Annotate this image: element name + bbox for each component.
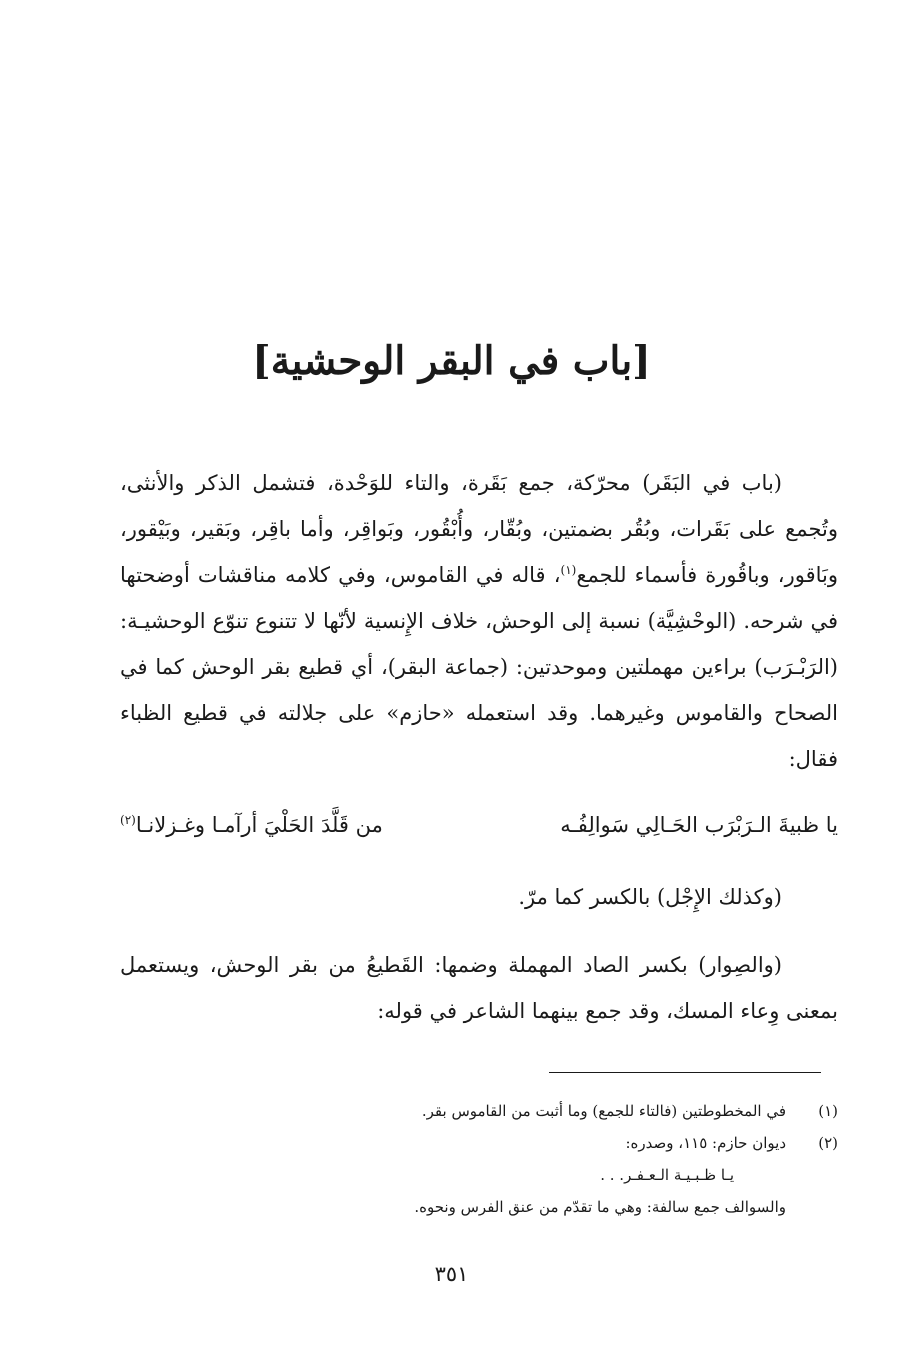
main-paragraph-part2: ، قاله في القاموس، وفي كلامه مناقشات أوضحتها في شرحه. (الوحْشِيَّة) نسبة إلى الوحش، خلاف الإِنسية لأنّها لا تتنوع تنوّع الوحشيـة: (الرَبْـرَب) براءين مهملتين وموحدتين: (جماعة البقر)، أي قطيع بقر الوحش كما في الصحاح والقاموس وغيرهما. وقد استعمله «حازم» على جلالته في قطيع الظباء فقال: [120,563,838,771]
main-paragraph [120,460,838,782]
page-number: ٣٥١ [434,1262,469,1286]
footnote-2-text: ديوان حازم: ١١٥، وصدره: [625,1134,786,1152]
footnote-2-verse: يـا ظـبـيـة الـعـفـر. . . [600,1166,734,1184]
footnote-ref-2[interactable]: (٢) [120,813,136,827]
siwar-paragraph-text: (والصِوار) بكسر الصاد المهملة وضمها: القَطيعُ من بقر الوحش، ويستعمل بمعنى وِعاء المسك، وقد جمع بينهما الشاعر في قوله: [120,953,838,1023]
main-paragraph-part1: (باب في البَقَر) محرّكة، جمع بَقَرة، والتاء للوَحْدة، فتشمل الذكر والأنثى، وتُجمع على بَقَرات، وبُقُر بضمتين، وبُقّار، وأُبْقُور، وبَواقِر، وأما باقِر، وبَقير، وبَيْقور، وبَاقور، وباقُورة فأسماء للجمع [120,471,838,587]
footnote-2 [120,1127,838,1159]
footnote-separator [549,1072,821,1073]
footnotes [120,1095,838,1223]
siwar-paragraph [120,942,838,1034]
main-paragraph-text [120,460,838,782]
poetry-verse [120,802,838,848]
chapter-title: [باب في البقر الوحشية] [252,338,651,384]
footnote-1 [120,1095,838,1127]
footnote-1-text: في المخطوطتين (فالتاء للجمع) وما أثبت من القاموس بقر. [421,1102,786,1120]
footnote-ref-1[interactable]: (١) [560,563,577,577]
footnote-1-number: (١) [818,1102,838,1120]
footnote-2-note: والسوالف جمع سالفة: وهي ما تقدّم من عنق الفرس ونحوه. [414,1198,786,1216]
footnote-2-number: (٢) [818,1134,838,1152]
kadhalik-paragraph-text: (وكذلك الإِجْل) بالكسر كما مرّ. [518,885,782,909]
kadhalik-paragraph [120,874,838,920]
verse-first-hemistich: يا ظبيةَ الـرَبْرَب الحَـالِي سَوالِفُـه [560,813,838,837]
verse-second-hemistich-text: من قَلَّدَ الحَلْيَ أرآمـا وغـزلانـا [135,813,383,837]
verse-second-hemistich [120,802,383,848]
